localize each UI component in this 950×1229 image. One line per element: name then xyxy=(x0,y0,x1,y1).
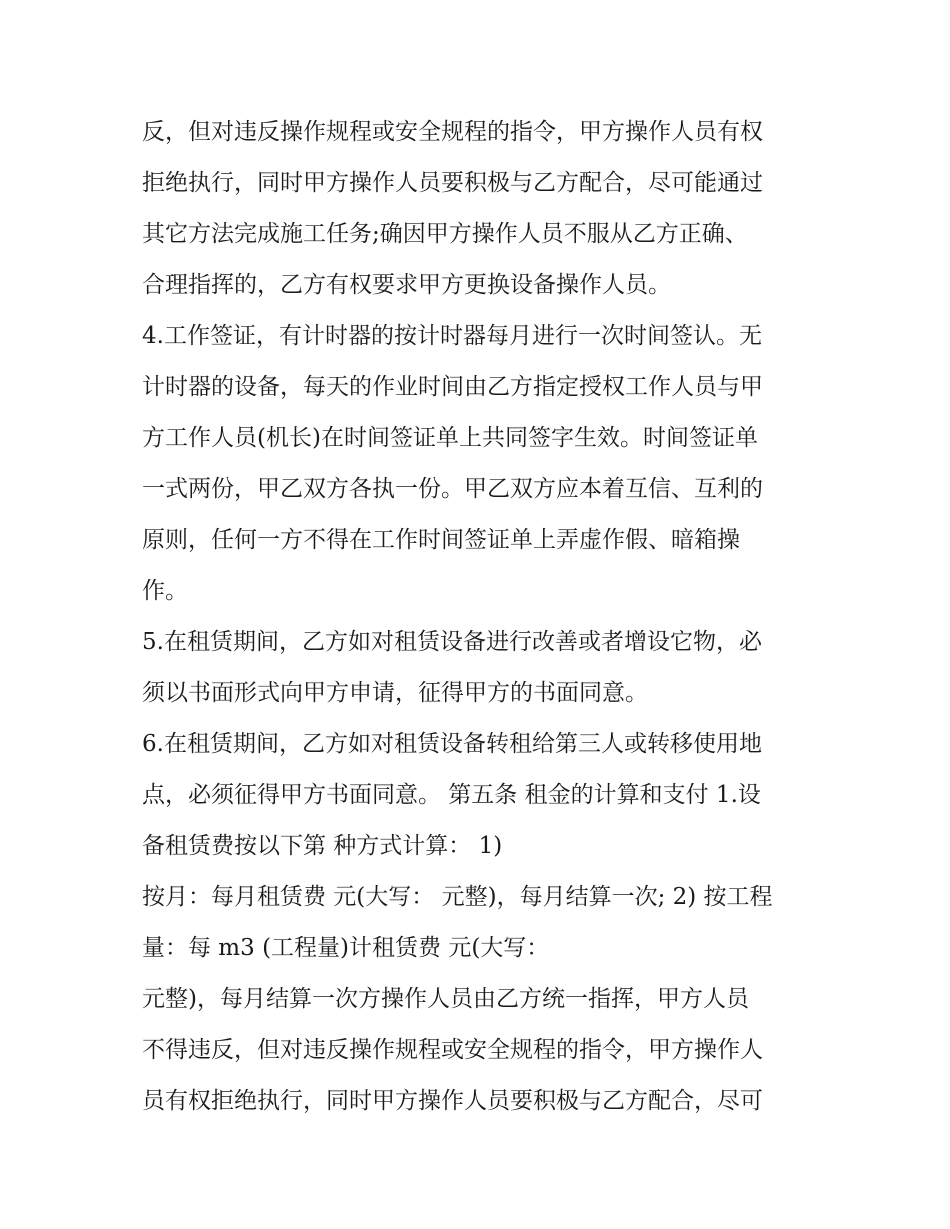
text-line: 一式两份，甲乙双方各执一份。甲乙双方应本着互信、互利的 xyxy=(142,476,763,502)
text-line: 方工作人员(机长)在时间签证单上共同签字生效。时间签证单 xyxy=(142,425,758,451)
text-line: 原则，任何一方不得在工作时间签证单上弄虚作假、暗箱操 xyxy=(142,527,740,553)
text-line: 其它方法完成施工任务;确因甲方操作人员不服从乙方正确、 xyxy=(142,221,748,247)
text-line: 6.在租赁期间，乙方如对租赁设备转租给第三人或转移使用地 xyxy=(142,731,762,757)
text-line: 须以书面形式向甲方申请，征得甲方的书面同意。 xyxy=(142,680,648,706)
document-body xyxy=(142,107,822,1127)
text-line: 合理指挥的，乙方有权要求甲方更换设备操作人员。 xyxy=(142,272,671,298)
text-line: 点，必须征得甲方书面同意。 第五条 租金的计算和支付 1.设 xyxy=(142,782,761,808)
text-line: 备租赁费按以下第 种方式计算： 1) xyxy=(142,833,503,859)
text-line: 5.在租赁期间，乙方如对租赁设备进行改善或者增设它物，必 xyxy=(142,629,762,655)
text-line: 4.工作签证，有计时器的按计时器每月进行一次时间签认。无 xyxy=(142,323,762,349)
text-line: 员有权拒绝执行，同时甲方操作人员要积极与乙方配合，尽可 xyxy=(142,1088,763,1114)
text-line: 元整)，每月结算一次方操作人员由乙方统一指挥，甲方人员 xyxy=(142,986,749,1012)
text-line: 不得违反，但对违反操作规程或安全规程的指令，甲方操作人 xyxy=(142,1037,763,1063)
text-line: 拒绝执行，同时甲方操作人员要积极与乙方配合，尽可能通过 xyxy=(142,170,763,196)
text-line: 按月：每月租赁费 元(大写： 元整)，每月结算一次; 2) 按工程 xyxy=(142,884,773,910)
text-line: 量：每 m3 (工程量)计租赁费 元(大写： xyxy=(142,935,550,961)
text-line: 作。 xyxy=(142,578,188,604)
text-line: 计时器的设备，每天的作业时间由乙方指定授权工作人员与甲 xyxy=(142,374,763,400)
text-line: 反，但对违反操作规程或安全规程的指令，甲方操作人员有权 xyxy=(142,119,763,145)
